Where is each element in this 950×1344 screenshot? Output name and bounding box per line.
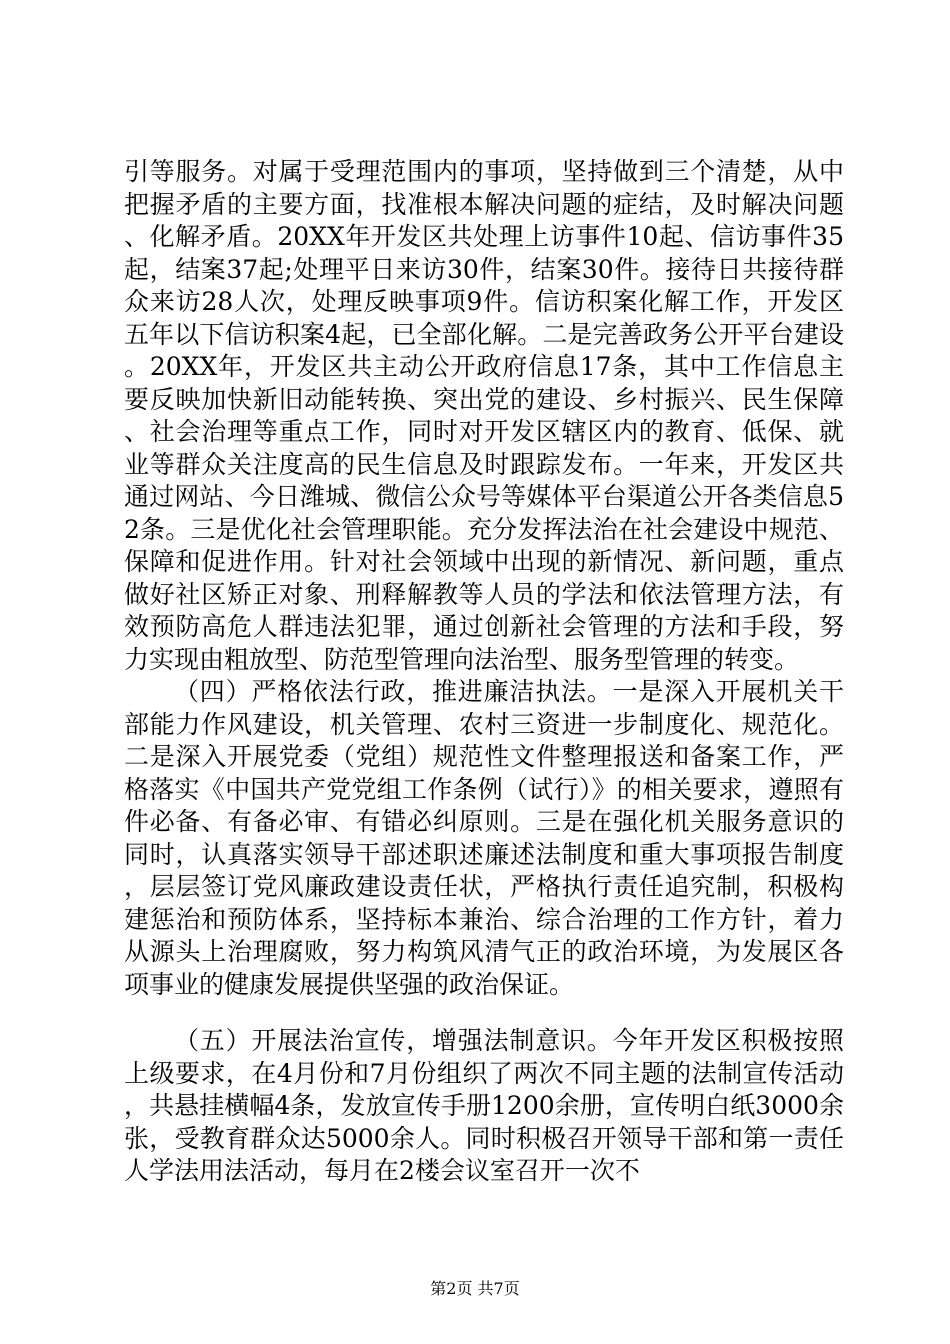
paragraph-continued: 引等服务。对属于受理范围内的事项，坚持做到三个清楚，从中把握矛盾的主要方面，找准根本解决问题的症结，及时解决问题、化解矛盾。20XX年开发区共处理上访事件10起、信访事件35起，结案37起;处理平日来访30件，结案30件。接待日共接待群众来访28人次，处理反映事项9件。信访积案化解工作，开发区五年以下信访积案4起，已全部化解。二是完善政务公开平台建设。20XX年，开发区共主动公开政府信息17条，其中工作信息主要反映加快新旧动能转换、突出党的建设、乡村振兴、民生保障、社会治理等重点工作，同时对开发区辖区内的教育、低保、就业等群众关注度高的民生信息及时跟踪发布。一年来，开发区共通过网站、今日潍城、微信公众号等媒体平台渠道公开各类信息52条。三是优化社会管理职能。充分发挥法治在社会建设中规范、保障和促进作用。针对社会领域中出现的新情况、新问题，重点做好社区矫正对象、刑释解教等人员的学法和依法管理方法，有效预防高危人群违法犯罪，通过创新社会管理的方法和手段，努力实现由粗放型、防范型管理向法治型、服务型管理的转变。 (124, 157, 844, 674)
paragraph-section-four: （四）严格依法行政，推进廉洁执法。一是深入开展机关干部能力作风建设，机关管理、农村三资进一步制度化、规范化。二是深入开展党委（党组）规范性文件整理报送和备案工作，严格落实《中国共产党党组工作条例（试行）》的相关要求，遵照有件必备、有备必审、有错必纠原则。三是在强化机关服务意识的同时，认真落实领导干部述职述廉述法制度和重大事项报告制度，层层签订党风廉政建设责任状，严格执行责任追究制，积极构建惩治和预防体系，坚持标本兼治、综合治理的工作方针，着力从源头上治理腐败，努力构筑风清气正的政治环境，为发展区各项事业的健康发展提供坚强的政治保证。 (124, 677, 844, 999)
document-body (124, 156, 844, 1188)
paragraph-section-five: （五）开展法治宣传，增强法制意识。今年开发区积极按照上级要求，在4月份和7月份组织了两次不同主题的法制宣传活动，共悬挂横幅4条，发放宣传手册1200余册，宣传明白纸3000余张，受教育群众达5000余人。同时积极召开领导干部和第一责任人学法用法活动，每月在2楼会议室召开一次不 (124, 1026, 844, 1185)
page-footer: 第2页 共7页 (430, 1279, 520, 1298)
